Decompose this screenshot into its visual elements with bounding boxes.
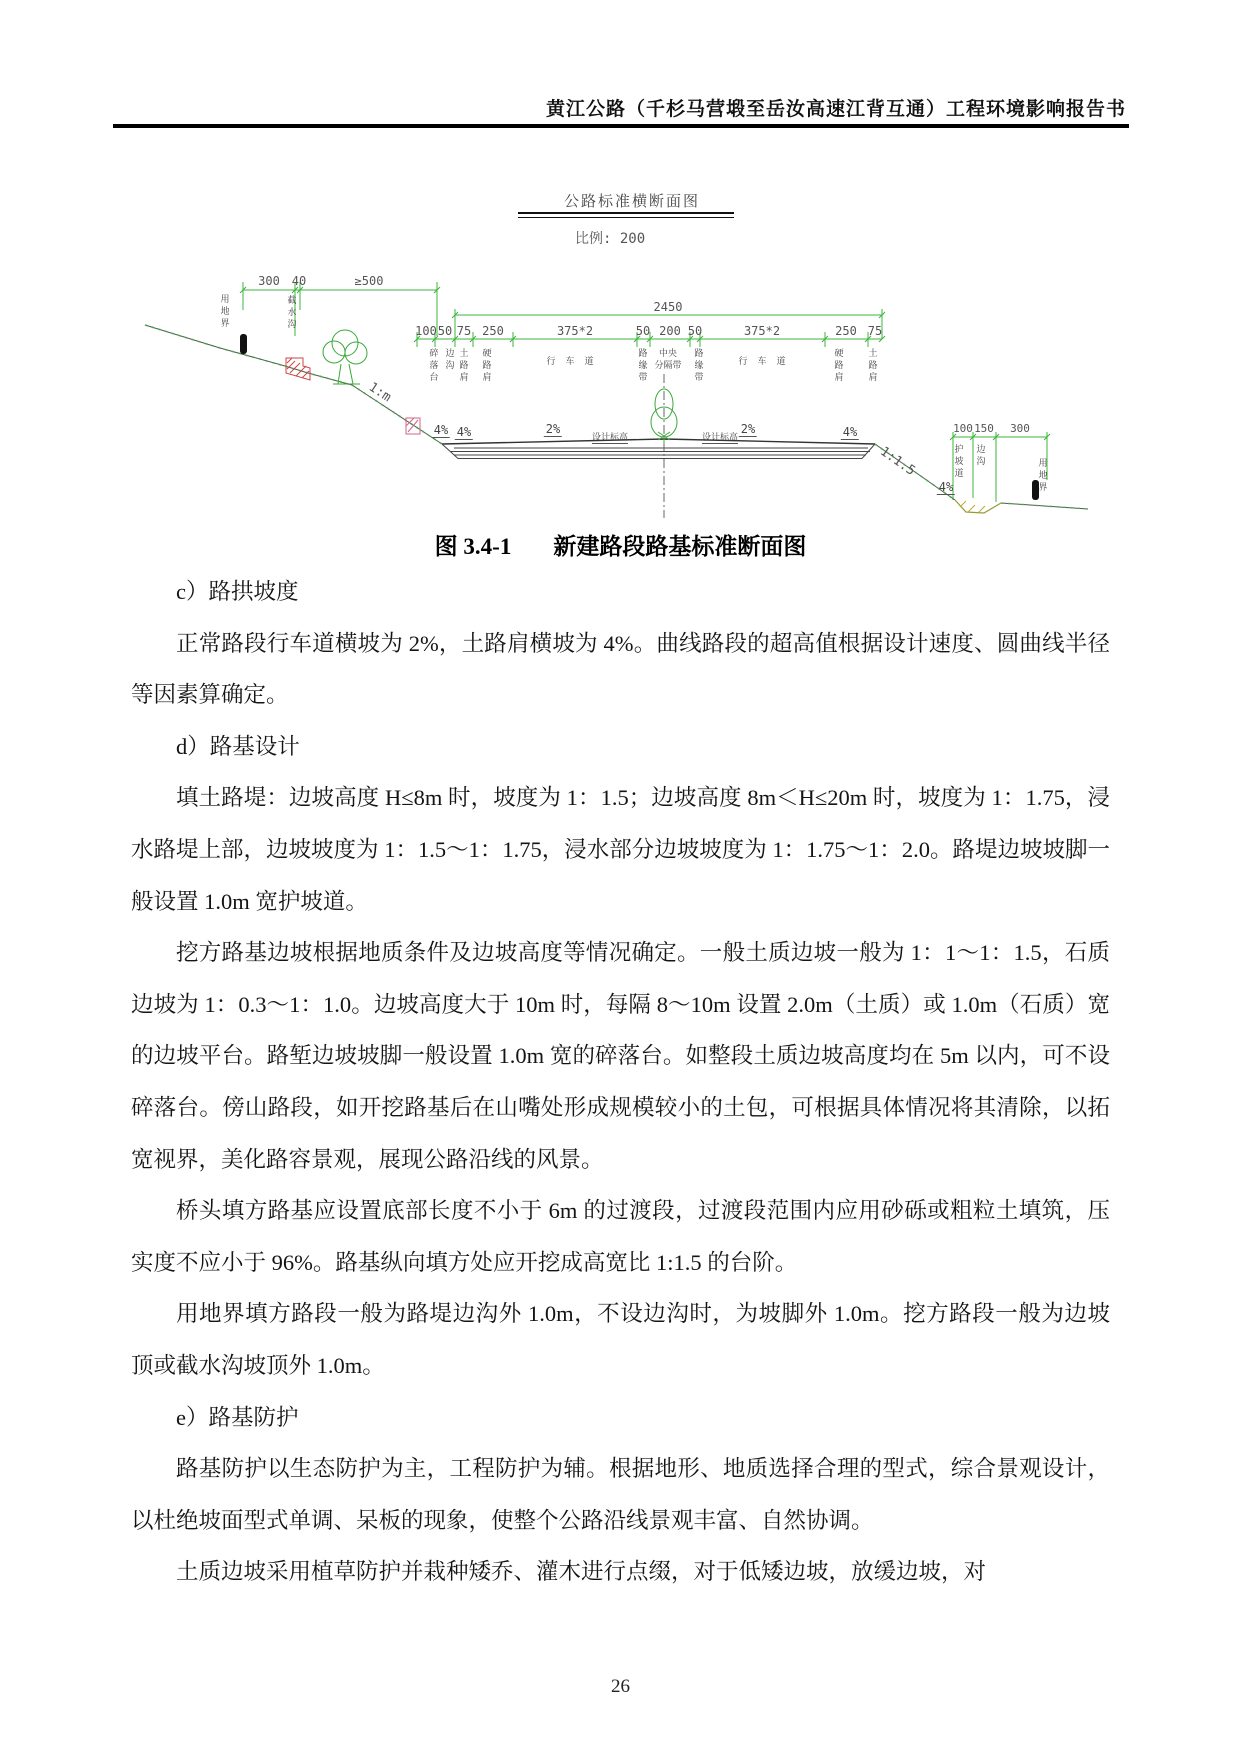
vertical-label: 用地界 [218, 294, 229, 330]
grade-label: 4% [456, 425, 472, 439]
lane-label: 行车道 [546, 357, 604, 367]
median-label: 分隔带 [654, 361, 682, 371]
vertical-label: 土路肩 [866, 348, 877, 384]
body-paragraph: d）路基设计 [176, 733, 300, 759]
vertical-label: 边沟 [443, 348, 454, 372]
page-number: 26 [611, 1676, 630, 1697]
header-rule [113, 124, 1129, 128]
vertical-label: 路缘带 [636, 348, 647, 384]
left-tree-icon [323, 330, 367, 384]
left-terrain-slope [145, 325, 442, 444]
vertical-label: 用地界 [1036, 458, 1047, 494]
dim-label: 75 [867, 324, 883, 338]
dim-label: 300 [1010, 422, 1030, 435]
median-label: 中央 [658, 349, 678, 359]
cross-section-diagram [120, 182, 1120, 530]
figure-caption-title: 新建路段路基标准断面图 [553, 534, 807, 559]
dim-label: 375*2 [743, 324, 781, 338]
left-boundary-marker-icon [240, 334, 247, 354]
vertical-label: 路缘带 [692, 348, 703, 384]
slope-ratio-label: 1:m [365, 379, 394, 406]
dim-label: 50 [687, 324, 703, 338]
dimension-lines [240, 282, 1050, 502]
grade-label: 2% [545, 422, 561, 436]
dim-label: 100 [953, 422, 973, 435]
vertical-label: 护坡道 [952, 444, 963, 480]
grade-label: 4% [433, 423, 449, 437]
left-kerb-shape [406, 418, 420, 434]
intercept-ditch-shape [286, 358, 310, 380]
vertical-label: 硬路肩 [480, 348, 491, 384]
dim-label: 40 [291, 274, 307, 288]
vertical-label: 碎落台 [427, 348, 438, 384]
dim-label: 250 [835, 324, 857, 338]
body-paragraph: 路基防护以生态防护为主，工程防护为辅。根据地形、地质选择合理的型式，综合景观设计，以杜绝坡面型式单调、呆板的现象，使整个公路沿线景观丰富、自然协调。 [131, 1456, 1110, 1533]
figure-caption-number: 图 3.4-1 [434, 534, 512, 559]
dim-label: 150 [974, 422, 994, 435]
diagram-scale-label: 比例: 200 [575, 231, 646, 247]
grade-label: 4% [938, 480, 954, 494]
vertical-label: 截水沟 [285, 295, 296, 331]
slope-ratio-label: 1:1.5 [877, 444, 918, 479]
diagram-title: 公路标准横断面图 [563, 192, 701, 210]
vertical-label: 边沟 [974, 444, 985, 468]
dim-label: 100 [415, 324, 437, 338]
dim-label: 50 [635, 324, 651, 338]
dim-label: 75 [456, 324, 472, 338]
dim-label: 200 [659, 324, 681, 338]
dim-label: 50 [437, 324, 453, 338]
grade-label: 2% [740, 422, 756, 436]
figure-caption [0, 528, 1241, 561]
design-elevation-label: 设计标高 [592, 430, 628, 444]
road-structure [442, 374, 875, 518]
lane-label: 行车道 [738, 357, 796, 367]
dim-label: 300 [258, 274, 280, 288]
body-paragraph: 用地界填方路段一般为路堤边沟外 1.0m，不设边沟时，为坡脚外 1.0m。挖方路段一般为边坡顶或截水沟坡顶外 1.0m。 [131, 1301, 1110, 1378]
vertical-label: 硬路肩 [832, 348, 843, 384]
dim-label-total: 2450 [653, 300, 683, 314]
dim-label: ≥500 [354, 274, 384, 288]
page-header-title: 黄江公路（千杉马营塅至岳汝高速江背互通）工程环境影响报告书 [545, 99, 1126, 120]
dim-label: 250 [482, 324, 504, 338]
diagram-title-underline [518, 212, 734, 218]
body-paragraph: 填土路堤：边坡高度 H≤8m 时，坡度为 1：1.5；边坡高度 8m＜H≤20m 时，坡度为 1：1.75，浸水路堤上部，边坡坡度为 1：1.5～1：1.75，浸水部分边坡坡度为 1：1.75～1：2.0。路堤边坡坡脚一般设置 1.0m 宽护坡道。 [131, 785, 1110, 914]
body-paragraph: e）路基防护 [176, 1404, 299, 1430]
body-paragraph: 土质边坡采用植草防护并栽种矮乔、灌木进行点缀，对于低矮边坡，放缓边坡，对 [176, 1559, 987, 1585]
body-paragraph: c）路拱坡度 [176, 579, 299, 604]
dim-label: 375*2 [556, 324, 594, 338]
body-text [131, 566, 1110, 1598]
grade-label: 4% [842, 425, 858, 439]
body-paragraph: 挖方路基边坡根据地质条件及边坡高度等情况确定。一般土质边坡一般为 1：1～1：1.5，石质边坡为 1：0.3～1：1.0。边坡高度大于 10m 时，每隔 8～10m 设置 2.0m（土质）或 1.0m（石质）宽的边坡平台。路堑边坡坡脚一般设置 1.0m 宽的碎落台。如整段土质边坡高度均在 5m 以内，可不设碎落台。傍山路段，如开挖路基后在山嘴处形成规模较小的土包，可根据具体情况将其清除，以拓宽视界，美化路容景观，展现公路沿线的风景。 [131, 940, 1110, 1172]
body-paragraph: 正常路段行车道横坡为 2%，土路肩横坡为 4%。曲线路段的超高值根据设计速度、圆曲线半径等因素算确定。 [131, 630, 1110, 708]
design-elevation-label: 设计标高 [702, 430, 738, 444]
vertical-label: 土路肩 [457, 348, 468, 384]
body-paragraph: 桥头填方路基应设置底部长度不小于 6m 的过渡段，过渡段范围内应用砂砾或粗粒土填筑，压实度不应小于 96%。路基纵向填方处应开挖成高宽比 1:1.5 的台阶。 [131, 1198, 1110, 1275]
